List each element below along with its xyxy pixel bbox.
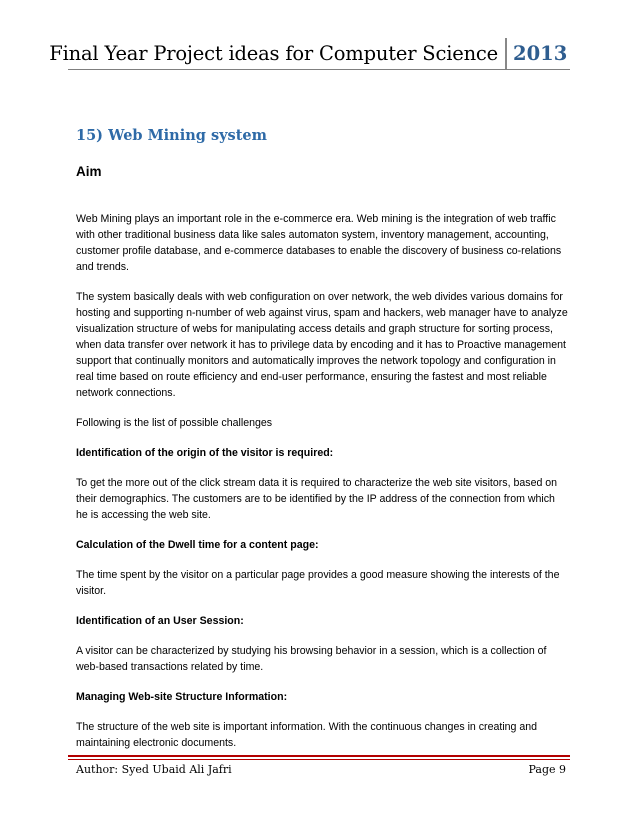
challenge-heading-origin: Identification of the origin of the visitor is required: <box>76 447 334 459</box>
paragraph-session: A visitor can be characterized by studying his browsing behavior in a session, which is a collection of web-based transactions related by time. <box>76 645 547 673</box>
paragraph-structure: The structure of the web site is important information. With the continuous changes in creating and maintaining electronic documents. <box>76 721 538 749</box>
paragraph-system: The system basically deals with web configuration on over network, the web divides various domains for hosting and supporting n-number of web against virus, spam and hackers, web manager have to analyze visualization structure of webs for manipulating access details and graph structure for sorting process, when data transfer over network it has to privilege data by encoding and it has to Proactive management support that continually monitors and automatically improves the network topology and configuration in real time based on route efficiency and end-user performance, ensuring the fastest and most reliable network connections. <box>76 291 568 399</box>
footer-rule-thick <box>68 755 570 757</box>
aim-heading: Aim <box>76 164 102 179</box>
section-title: 15) Web Mining system <box>76 127 267 144</box>
footer-author: Author: Syed Ubaid Ali Jafri <box>76 763 232 776</box>
paragraph-intro: Web Mining plays an important role in the e-commerce era. Web mining is the integration of web traffic with other traditional business data like sales automaton system, inventory management, accounting, customer profile database, and e-commerce databases to enable the discovery of business co-relations and trends. <box>76 213 562 273</box>
header-year: 2013 <box>513 42 568 65</box>
paragraph-challenges-intro: Following is the list of possible challenges <box>76 417 273 429</box>
header-divider <box>505 38 507 70</box>
footer-page-number: Page 9 <box>528 763 566 776</box>
header-title: Final Year Project ideas for Computer Science <box>49 42 498 65</box>
document-body <box>76 211 568 765</box>
paragraph-origin: To get the more out of the click stream data it is required to characterize the web site visitors, based on their demographics. The customers are to be identified by the IP address of the connection from which he is accessing the web site. <box>76 477 558 521</box>
challenge-heading-structure: Managing Web-site Structure Information: <box>76 691 288 703</box>
challenge-heading-session: Identification of an User Session: <box>76 615 244 627</box>
footer-rule-thin <box>68 759 570 760</box>
page-header <box>49 36 570 70</box>
header-rule <box>68 69 570 70</box>
challenge-heading-dwell: Calculation of the Dwell time for a content page: <box>76 539 319 551</box>
paragraph-dwell: The time spent by the visitor on a particular page provides a good measure showing the interests of the visitor. <box>76 569 560 597</box>
